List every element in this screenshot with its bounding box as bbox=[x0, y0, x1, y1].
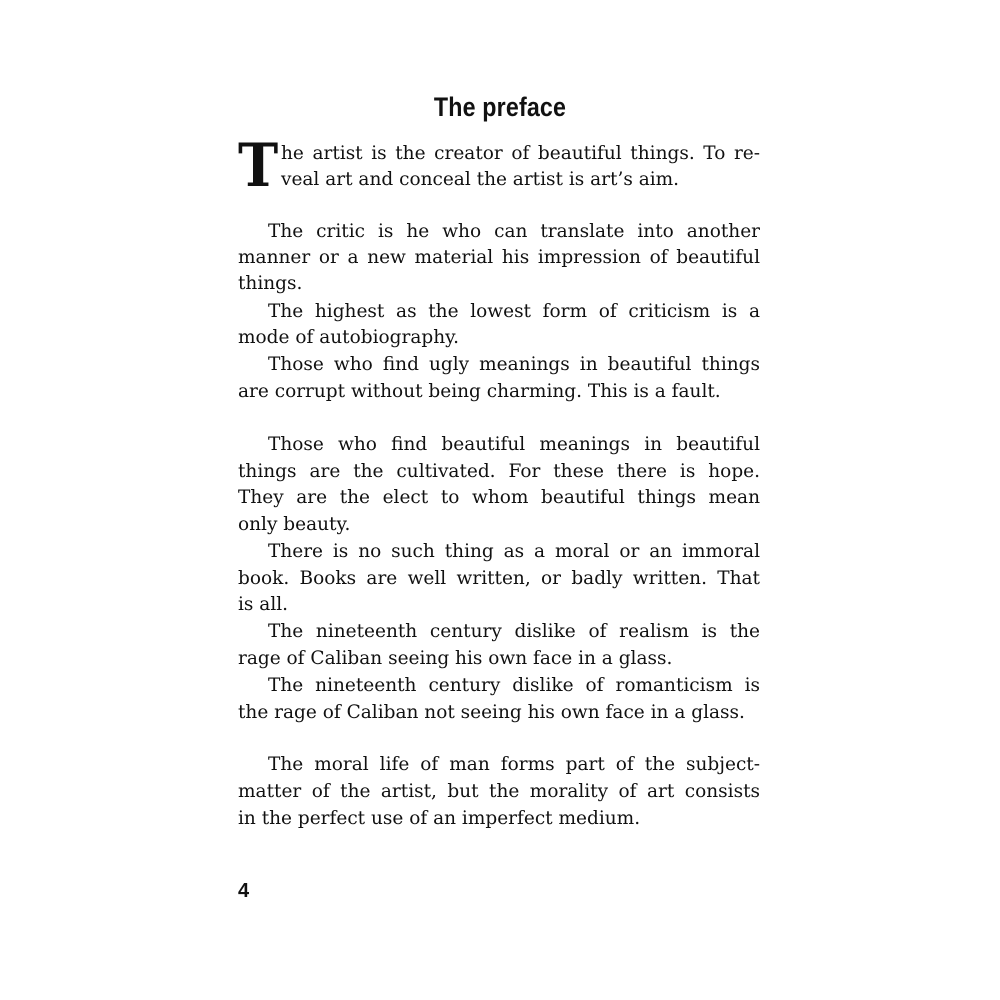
text-line: matter of the artist, but the morality of art consists bbox=[238, 781, 760, 802]
text-line: things. bbox=[238, 273, 303, 294]
text-line: in the perfect use of an imperfect medium. bbox=[238, 808, 641, 829]
text-line: book. Books are well written, or badly written. That bbox=[238, 568, 760, 589]
text-line: manner or a new material his impression of beautiful bbox=[238, 247, 760, 268]
text-line: things are the cultivated. For these there is hope. bbox=[238, 461, 760, 482]
text-line: is all. bbox=[238, 594, 289, 615]
text-line: he artist is the creator of beautiful things. To re- bbox=[281, 143, 760, 164]
text-line: are corrupt without being charming. This is a fault. bbox=[238, 381, 721, 402]
text-line: the rage of Caliban not seeing his own face in a glass. bbox=[238, 702, 745, 723]
text-line: only beauty. bbox=[238, 514, 351, 535]
text-line: The highest as the lowest form of criticism is a bbox=[268, 301, 760, 322]
drop-cap-letter: T bbox=[238, 131, 279, 201]
text-line: There is no such thing as a moral or an immoral bbox=[268, 541, 760, 562]
text-line: They are the elect to whom beautiful things mean bbox=[238, 487, 760, 508]
text-line: The nineteenth century dislike of realism is the bbox=[268, 621, 760, 642]
page-number: 4 bbox=[238, 880, 250, 902]
text-line: Those who find ugly meanings in beautiful things bbox=[268, 354, 760, 375]
text-line: The critic is he who can translate into another bbox=[268, 221, 760, 242]
text-line: veal art and conceal the artist is art’s aim. bbox=[281, 169, 680, 190]
text-line: The nineteenth century dislike of romanticism is bbox=[268, 675, 760, 696]
text-line: rage of Caliban seeing his own face in a glass. bbox=[238, 648, 673, 669]
text-line: mode of autobiography. bbox=[238, 327, 459, 348]
page-title: The preface bbox=[433, 92, 567, 122]
text-line: The moral life of man forms part of the subject- bbox=[268, 754, 760, 775]
text-line: Those who find beautiful meanings in beautiful bbox=[268, 434, 760, 455]
